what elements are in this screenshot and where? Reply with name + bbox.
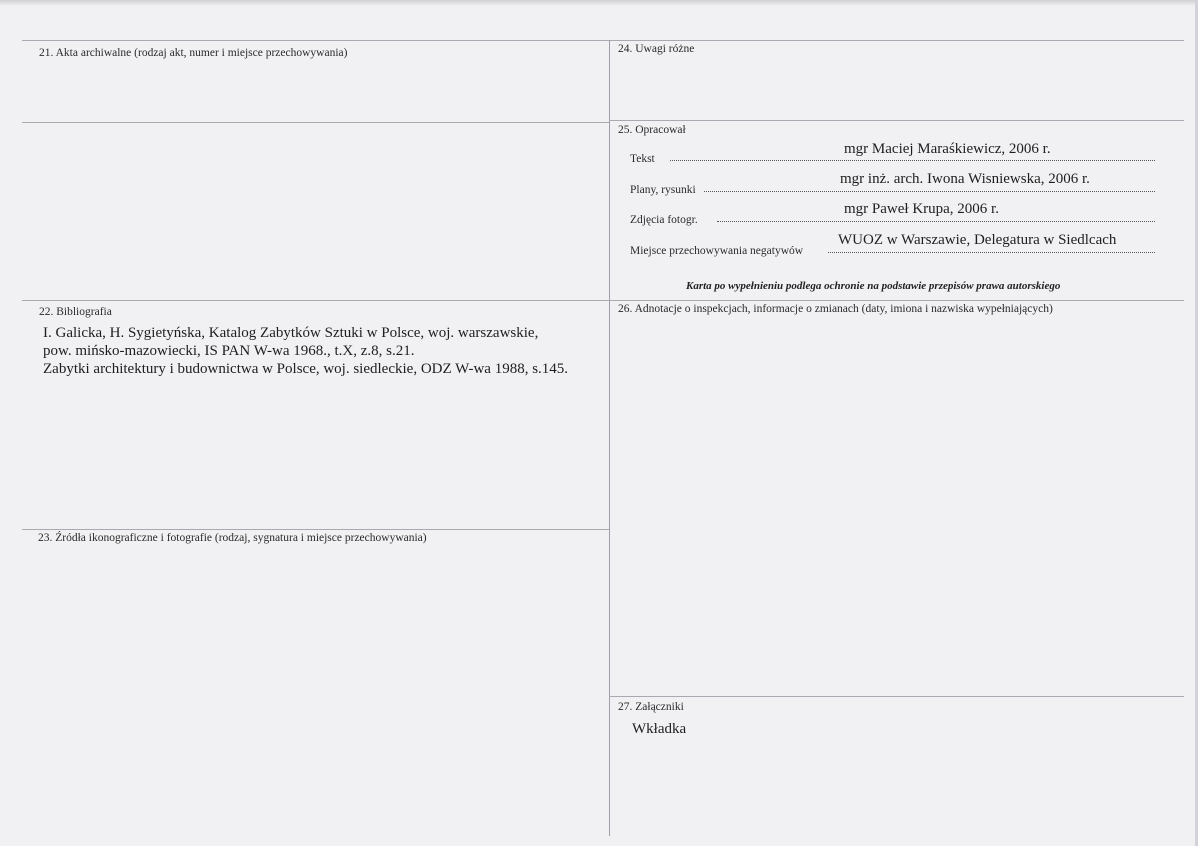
text-author-dotted-line [670,160,1155,161]
text-author-value: mgr Maciej Maraśkiewicz, 2006 r. [844,141,1051,157]
section-26-label: 26. Adnotacje o inspekcjach, informacje o zmianach (daty, imiona i nazwiska wypełniających) [618,303,1053,315]
text-author-label: Tekst [630,153,655,165]
section-22-label: 22. Bibliografia [39,306,112,318]
bibliography-text [43,324,568,378]
negatives-storage-label: Miejsce przechowywania negatywów [630,245,804,257]
attachments-value: Wkładka [632,721,687,737]
photos-author-value: mgr Paweł Krupa, 2006 r. [844,201,999,217]
section-27-label: 27. Załączniki [618,701,684,713]
bibliography-line: pow. mińsko-mazowiecki, IS PAN W-wa 1968., t.X, z.8, s.21. [43,343,415,359]
photos-author-label: Zdjęcia fotogr. [630,214,698,226]
drawings-author-value: mgr inż. arch. Iwona Wisniewska, 2006 r. [840,171,1090,187]
section-21-label: 21. Akta archiwalne (rodzaj akt, numer i miejsce przechowywania) [39,47,348,59]
right-divider-24 [609,120,1184,121]
left-divider-22 [22,529,609,530]
drawings-author-dotted-line [704,191,1155,192]
top-edge-shadow [0,0,1198,6]
left-divider-21 [22,122,609,123]
right-divider-26 [609,696,1184,697]
middle-divider [22,300,1184,301]
bibliography-line: Zabytki architektury i budownictwa w Polsce, woj. siedleckie, ODZ W-wa 1988, s.145. [43,361,569,377]
center-divider [609,40,610,836]
negatives-storage-dotted-line [828,252,1155,253]
drawings-author-label: Plany, rysunki [630,184,696,196]
negatives-storage-value: WUOZ w Warszawie, Delegatura w Siedlcach [838,232,1117,248]
section-25-label: 25. Opracował [618,124,686,136]
top-border-line [22,40,1184,41]
section-23-label: 23. Źródła ikonograficzne i fotografie (rodzaj, sygnatura i miejsce przechowywania) [38,532,427,544]
photos-author-dotted-line [717,221,1155,222]
bibliography-line: I. Galicka, H. Sygietyńska, Katalog Zabytków Sztuki w Polsce, woj. warszawskie, [43,325,539,341]
copyright-note: Karta po wypełnieniu podlega ochronie na podstawie przepisów prawa autorskiego [686,280,1061,292]
section-24-label: 24. Uwagi różne [618,43,695,55]
